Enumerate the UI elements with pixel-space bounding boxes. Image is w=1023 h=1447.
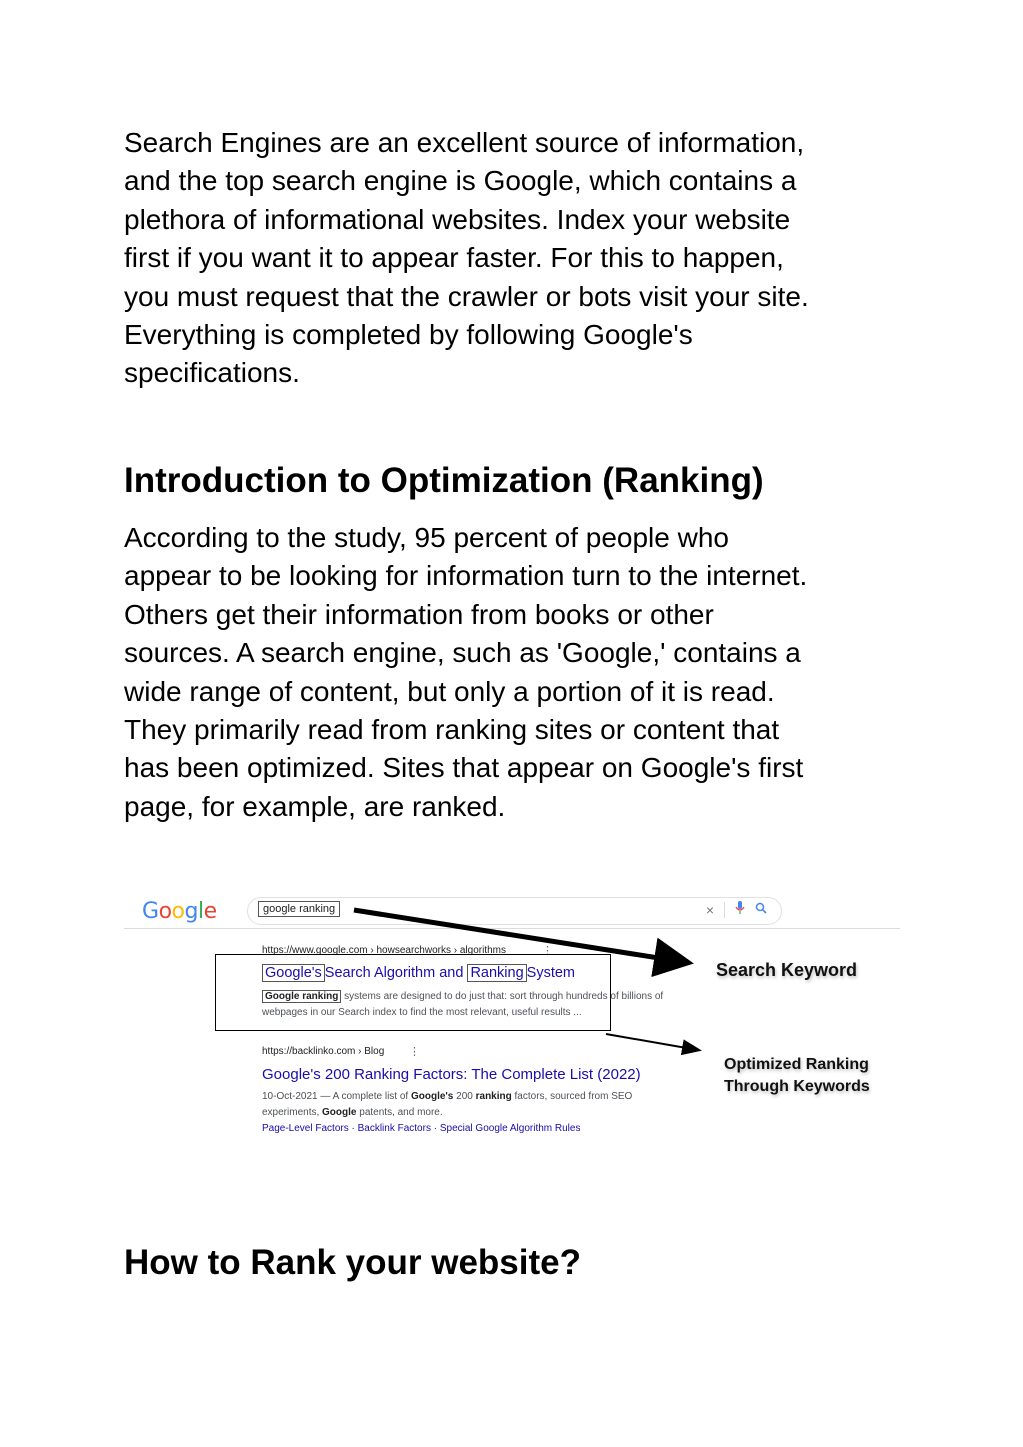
snippet-text: 10-Oct-2021 — A complete list of [262,1091,411,1102]
text-line: you must request that the crawler or bots visit your site. [124,280,809,312]
snippet-text: experiments, [262,1107,323,1118]
logo-letter: G [142,899,159,924]
snippet-text: 200 [453,1091,476,1102]
snippet-text: systems are designed to do just that: sort through hundreds of billions of [341,991,664,1002]
text-line: sources. A search engine, such as 'Google,' contains a [124,637,801,669]
text-line: Search Engines are an excellent source of information, [124,127,805,158]
more-options-icon: ⋮ [409,1046,420,1058]
logo-letter: l [197,899,204,924]
snippet-bold: Google [322,1107,357,1118]
arrow-to-search-keyword [354,910,684,962]
clear-icon: × [705,901,714,918]
more-options-icon: ⋮ [542,945,553,957]
result2-url: https://backlinko.com › Blog [262,1046,385,1057]
snippet-text: patents, and more. [356,1107,443,1118]
text-line: According to the study, 95 percent of people who [124,522,729,553]
optimized-ranking-label [724,1054,870,1098]
snippet-text: webpages in our Search index to find the most relevant, useful results ... [262,1007,582,1018]
text-line: specifications. [124,357,300,389]
logo-letter: o [171,899,185,924]
result1-url: https://www.google.com › howsearchworks › algorithms [262,945,506,956]
google-search-screenshot-figure [124,890,900,1150]
result2-title: Google's 200 Ranking Factors: The Complete List (2022) [262,1066,641,1083]
title-part: System [526,965,575,981]
snippet-bold: Google's [410,1091,454,1102]
title-part: Search Algorithm and [324,965,464,981]
annotation-arrows [124,890,900,1150]
label-line: Optimized Ranking [724,1056,869,1073]
text-line: Everything is completed by following Google's [124,319,693,351]
title-part: Google's [262,964,325,982]
label-line: Through Keywords [724,1078,870,1095]
text-line: first if you want it to appear faster. For this to happen, [124,242,784,274]
result2-sitelinks: Page-Level Factors · Backlink Factors · Special Google Algorithm Rules [262,1123,581,1134]
section-heading-optimization: Introduction to Optimization (Ranking) [124,461,764,500]
text-line: plethora of informational websites. Index your website [124,203,791,235]
snippet-text: factors, sourced from SEO [511,1091,633,1102]
text-line: has been optimized. Sites that appear on Google's first [124,752,804,784]
optimization-paragraph [124,519,904,826]
snippet-bold: ranking [475,1091,512,1102]
text-line: Others get their information from books or other [124,598,714,630]
text-line: page, for example, are ranked. [124,790,506,822]
intro-paragraph [124,124,904,393]
arrow-to-optimized-ranking [606,1034,698,1050]
text-line: They primarily read from ranking sites or content that [124,714,780,746]
title-part: Ranking [467,964,526,982]
search-query-text: google ranking [258,901,340,917]
section-heading-rank-website: How to Rank your website? [124,1243,581,1282]
search-keyword-label: Search Keyword [716,960,858,980]
snippet-keyword: Google ranking [262,990,341,1003]
text-line: and the top search engine is Google, which contains a [124,165,797,197]
text-line: wide range of content, but only a portion of it is read. [124,675,775,707]
logo-letter: e [203,899,217,924]
logo-letter: g [184,899,198,924]
text-line: appear to be looking for information turn to the internet. [124,560,808,592]
logo-letter: o [158,899,172,924]
